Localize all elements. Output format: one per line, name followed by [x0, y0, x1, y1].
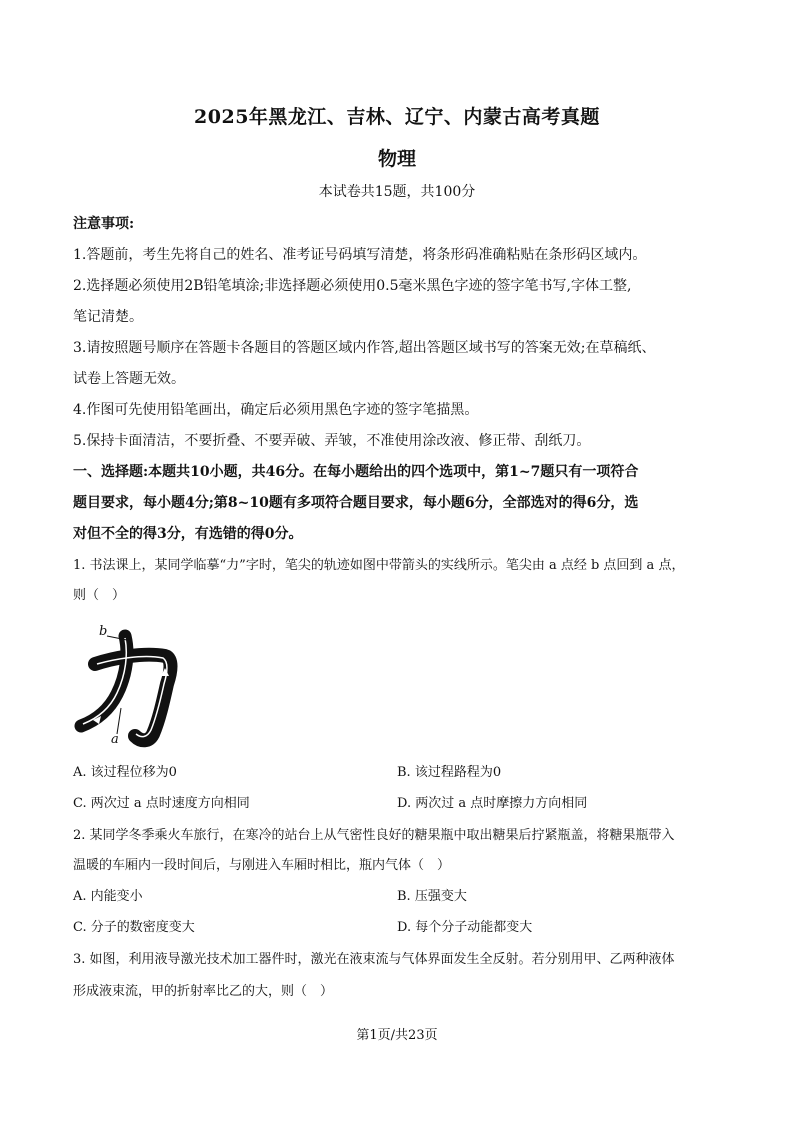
note-line: 4.作图可先使用铅笔画出，确定后必须用黑色字迹的签字笔描黑。 [73, 402, 479, 418]
question-2-stem: 2. 某同学冬季乘火车旅行，在寒冷的站台上从气密性良好的糖果瓶中取出糖果后拧紧瓶盖，将糖果瓶带入 [73, 828, 675, 843]
q1-option-a: A. 该过程位移为0 [73, 765, 177, 780]
note-line: 试卷上答题无效。 [73, 371, 185, 387]
notes-heading: 注意事项: [73, 216, 135, 232]
note-line: 3.请按照题号顺序在答题卡各题目的答题区域内作答,超出答题区域书写的答案无效;在草稿纸、 [73, 340, 656, 356]
exam-title: 2025年黑龙江、吉林、辽宁、内蒙古高考真题 [194, 106, 600, 128]
q2-option-b: B. 压强变大 [397, 889, 467, 904]
q1-option-c: C. 两次过 a 点时速度方向相同 [73, 796, 250, 811]
exam-meta: 本试卷共15题，共100分 [318, 184, 476, 200]
q1-option-d: D. 两次过 a 点时摩擦力方向相同 [397, 796, 588, 811]
note-line: 笔记清楚。 [73, 309, 143, 325]
note-line: 1.答题前，考生先将自己的姓名、准考证号码填写清楚，将条形码准确粘贴在条形码区域内。 [73, 247, 647, 263]
question-3-stem: 形成液束流，甲的折射率比乙的大，则（ ） [73, 984, 334, 999]
section-instruction: 对但不全的得3分，有选错的得0分。 [73, 526, 303, 542]
q2-option-d: D. 每个分子动能都变大 [397, 920, 533, 935]
calligraphy-figure [73, 622, 183, 750]
question-1-stem: 则（ ） [73, 588, 126, 603]
q2-option-c: C. 分子的数密度变大 [73, 920, 195, 935]
question-3-stem: 3. 如图，利用液导激光技术加工器件时，激光在液束流与气体界面发生全反射。若分别用甲、乙两种液体 [73, 952, 675, 967]
section-instruction: 题目要求，每小题4分;第8~10题有多项符合题目要求，每小题6分，全部选对的得6分，选 [73, 495, 639, 511]
question-1-stem: 1. 书法课上，某同学临摹“力”字时，笔尖的轨迹如图中带箭头的实线所示。笔尖由 a 点经 b 点回到 a 点， [73, 558, 685, 573]
page-footer: 第1页/共23页 [356, 1028, 438, 1043]
point-a-label: a [111, 732, 119, 747]
subject-title: 物理 [377, 148, 416, 170]
note-line: 5.保持卡面清洁，不要折叠、不要弄破、弄皱，不准使用涂改液、修正带、刮纸刀。 [73, 433, 591, 449]
q2-option-a: A. 内能变小 [73, 889, 143, 904]
q1-option-b: B. 该过程路程为0 [397, 765, 502, 780]
question-2-stem: 温暖的车厢内一段时间后，与刚进入车厢时相比，瓶内气体（ ） [73, 858, 451, 873]
note-line: 2.选择题必须使用2B铅笔填涂;非选择题必须使用0.5毫米黑色字迹的签字笔书写,字体工整, [73, 278, 632, 294]
section-instruction: 一、选择题:本题共10小题，共46分。在每小题给出的四个选项中，第1~7题只有一项符合 [73, 464, 639, 480]
point-b-label: b [99, 624, 108, 639]
